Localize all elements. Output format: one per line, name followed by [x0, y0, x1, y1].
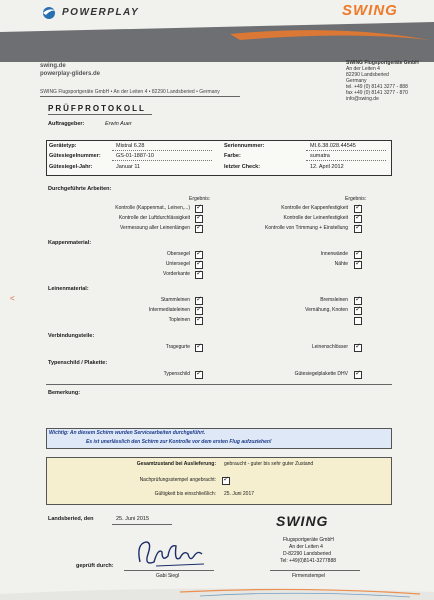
client-label: Auftraggeber: — [48, 121, 85, 127]
powerplay-wordmark: POWERPLAY — [62, 7, 140, 18]
company-address — [346, 60, 432, 102]
item-kappenfest: Kontrolle der Kappenfestigkeit — [281, 205, 348, 211]
company-city: 82290 Landsberied — [346, 72, 389, 78]
margin-mark-icon: < — [10, 294, 15, 303]
check-value: 12. April 2012 — [310, 164, 344, 170]
checkmark-icon: ✓ — [196, 224, 202, 231]
checkbox-kappenfest[interactable] — [354, 205, 362, 213]
serial-value: MI.6.38.028.44545 — [310, 143, 356, 149]
address-line: SWING Flugsportgeräte GmbH • An der Leiten 4 • 82290 Landsberied • Germany — [40, 89, 220, 95]
checkbox-naehte[interactable] — [354, 261, 362, 269]
signature-line — [124, 570, 214, 571]
section-divider — [46, 384, 392, 385]
checkbox-trimmung[interactable] — [354, 225, 362, 233]
title-underline — [48, 114, 152, 115]
item-vorderkante: Vorderkante — [163, 271, 190, 277]
checkbox-stempel[interactable] — [222, 477, 230, 485]
checkmark-icon: ✓ — [355, 250, 361, 257]
stamp-line-2: An der Leiten 4 — [289, 544, 323, 550]
place-label: Landsberied, den — [48, 516, 94, 522]
notice-line-1: Wichtig: An diesem Schirm wurden Servicearbeiten durchgeführt. — [49, 430, 206, 436]
siegel-value: GS-01-1887-10 — [116, 153, 154, 159]
checkmark-icon: ✓ — [196, 260, 202, 267]
checkbox-typenschild[interactable] — [195, 371, 203, 379]
checkbox-vermessung[interactable] — [195, 225, 203, 233]
item-vermessung: Vermessung aller Leinenlängen — [119, 225, 190, 231]
checkmark-icon: ✓ — [355, 306, 361, 313]
checkmark-icon: ✓ — [196, 316, 202, 323]
firmenstempel-label: Firmenstempel — [292, 573, 326, 579]
item-guetesiegelplakette: Gütesiegelplakette DHV — [294, 371, 348, 377]
document-title: PRÜFPROTOKOLL — [48, 104, 146, 113]
item-stammleinen: Stammleinen — [160, 297, 190, 303]
company-email[interactable]: info@swing.de — [346, 96, 379, 102]
checkmark-icon: ✓ — [196, 270, 202, 277]
checkbox-obersegel[interactable] — [195, 251, 203, 259]
checkmark-icon: ✓ — [355, 224, 361, 231]
stamp-line-4: Tel: +49(0)8141-3277888 — [280, 558, 337, 564]
leinen-heading: Leinenmaterial: — [48, 286, 89, 292]
bemerkung-heading: Bemerkung: — [48, 390, 81, 396]
checkbox-kontrolle-kappen[interactable] — [195, 205, 203, 213]
item-innenwaende: Innenwände — [320, 251, 348, 257]
checkbox-innenwaende[interactable] — [354, 251, 362, 259]
checkbox-guetesiegelplakette[interactable] — [354, 371, 362, 379]
item-intermediate: Intermediateleinen — [148, 307, 190, 313]
company-tel: tel. +49 (0) 8141 3277 - 888 — [346, 84, 408, 90]
client-value: Erwin Auer — [105, 121, 132, 127]
swing-wordmark: SWING — [342, 2, 398, 19]
checkmark-icon: ✓ — [196, 214, 202, 221]
ergebnis-left: Ergebnis: — [189, 196, 211, 202]
footer-swoosh — [0, 582, 434, 600]
checkbox-tragegurte[interactable] — [195, 344, 203, 352]
stamp-swing-logo: SWING — [276, 513, 329, 529]
checkbox-vernaehung[interactable] — [354, 307, 362, 315]
item-leinenschloesser: Leinenschlösser — [311, 344, 348, 350]
checkmark-icon: ✓ — [196, 370, 202, 377]
checkmark-icon: ✓ — [196, 343, 202, 350]
item-tragegurte: Tragegurte — [165, 344, 190, 350]
checkmark-icon: ✓ — [196, 306, 202, 313]
signature-icon — [132, 532, 212, 574]
item-leinenfest: Kontrolle der Leinenfestigkeit — [283, 215, 348, 221]
stempel-label: Nachprüfungsstempel angebracht: — [139, 477, 216, 483]
check-label: letzter Check: — [224, 164, 261, 170]
item-trimmung: Kontrolle von Trimmung + Einstellung — [265, 225, 348, 231]
checkmark-icon: ✓ — [223, 476, 229, 483]
stamp-line-1: Flugsportgeräte GmbH — [283, 537, 334, 543]
checkbox-bremsleinen[interactable] — [354, 297, 362, 305]
company-fax: fax +49 (0) 8141 3277 - 870 — [346, 90, 408, 96]
checkmark-icon: ✓ — [196, 204, 202, 211]
geraetetyp-label: Gerätetyp: — [49, 143, 77, 149]
info-line-2 — [112, 160, 212, 161]
verbindung-heading: Verbindungsteile: — [48, 333, 95, 339]
checkmark-icon: ✓ — [196, 296, 202, 303]
item-typenschild: Typenschild — [163, 371, 190, 377]
item-luftdurch: Kontrolle der Luftdurchlässigkeit — [118, 215, 190, 221]
stamp-line-3: D-82290 Landsberied — [283, 551, 332, 557]
checkbox-leinenschloesser[interactable] — [354, 344, 362, 352]
signer-name: Gabi Siegl — [156, 573, 180, 579]
info-line-3 — [306, 150, 386, 151]
checkbox-topleinen[interactable] — [195, 317, 203, 325]
checkmark-icon: ✓ — [355, 296, 361, 303]
geraetetyp-value: Mistral 6.28 — [116, 143, 145, 149]
checkmark-icon: ✓ — [355, 214, 361, 221]
checkmark-icon: ✓ — [355, 370, 361, 377]
gueltig-value: 25. Juni 2017 — [224, 491, 255, 497]
jahr-value: Januar 11 — [116, 164, 141, 170]
serial-label: Seriennummer: — [224, 143, 265, 149]
farbe-label: Farbe: — [224, 153, 241, 159]
stamp-line — [270, 570, 360, 571]
website-powerplay[interactable]: powerplay-gliders.de — [40, 71, 101, 77]
farbe-value: sumatra — [310, 153, 330, 159]
ergebnis-right: Ergebnis: — [345, 196, 367, 202]
checkbox-luftdurch[interactable] — [195, 215, 203, 223]
checkbox-empty[interactable] — [354, 317, 362, 325]
item-naehte: Nähte — [334, 261, 348, 267]
checked-label: geprüft durch: — [76, 563, 114, 569]
header-swoosh — [0, 18, 434, 62]
jahr-label: Gütesiegel-Jahr: — [49, 164, 93, 170]
checkmark-icon: ✓ — [355, 343, 361, 350]
kappen-heading: Kappenmaterial: — [48, 240, 92, 246]
gueltig-label: Gültigkeit bis einschließlich: — [154, 491, 216, 497]
checkbox-intermediate[interactable] — [195, 307, 203, 315]
company-name: SWING Flugsportgeräte GmbH — [346, 60, 419, 66]
date-value: 25. Juni 2015 — [116, 516, 150, 522]
address-underline — [40, 96, 240, 97]
checkbox-vorderkante[interactable] — [195, 271, 203, 279]
company-country: Germany — [346, 78, 367, 84]
item-untersegel: Untersegel — [165, 261, 190, 267]
item-kontrolle-kappen: Kontrolle (Kappenmat., Leinen,...) — [115, 205, 190, 211]
zustand-label: Gesamtzustand bei Auslieferung: — [136, 461, 216, 467]
item-bremsleinen: Bremsleinen — [320, 297, 348, 303]
website-swing[interactable]: swing.de — [40, 63, 66, 69]
date-underline — [112, 524, 172, 525]
siegel-label: Gütesiegelnummer: — [49, 153, 101, 159]
checkbox-untersegel[interactable] — [195, 261, 203, 269]
durch-heading: Durchgeführte Arbeiten: — [48, 186, 112, 192]
checkmark-icon: ✓ — [355, 204, 361, 211]
checkmark-icon: ✓ — [355, 260, 361, 267]
checkbox-stammleinen[interactable] — [195, 297, 203, 305]
info-line-4 — [306, 160, 386, 161]
checkmark-icon: ✓ — [196, 250, 202, 257]
item-topleinen: Topleinen — [168, 317, 190, 323]
info-line-1 — [112, 150, 212, 151]
typen-heading: Typenschild / Plakette: — [48, 360, 108, 366]
checkbox-leinenfest[interactable] — [354, 215, 362, 223]
company-street: An der Leiten 4 — [346, 66, 380, 72]
item-vernaehung: Vernähung, Knoten — [305, 307, 348, 313]
zustand-value: gebraucht - guter bis sehr guter Zustand — [224, 461, 314, 467]
item-obersegel: Obersegel — [166, 251, 190, 257]
notice-line-2: Es ist unerlässlich den Schirm zur Kontrolle vor dem ersten Flug aufzuziehen! — [86, 439, 272, 445]
